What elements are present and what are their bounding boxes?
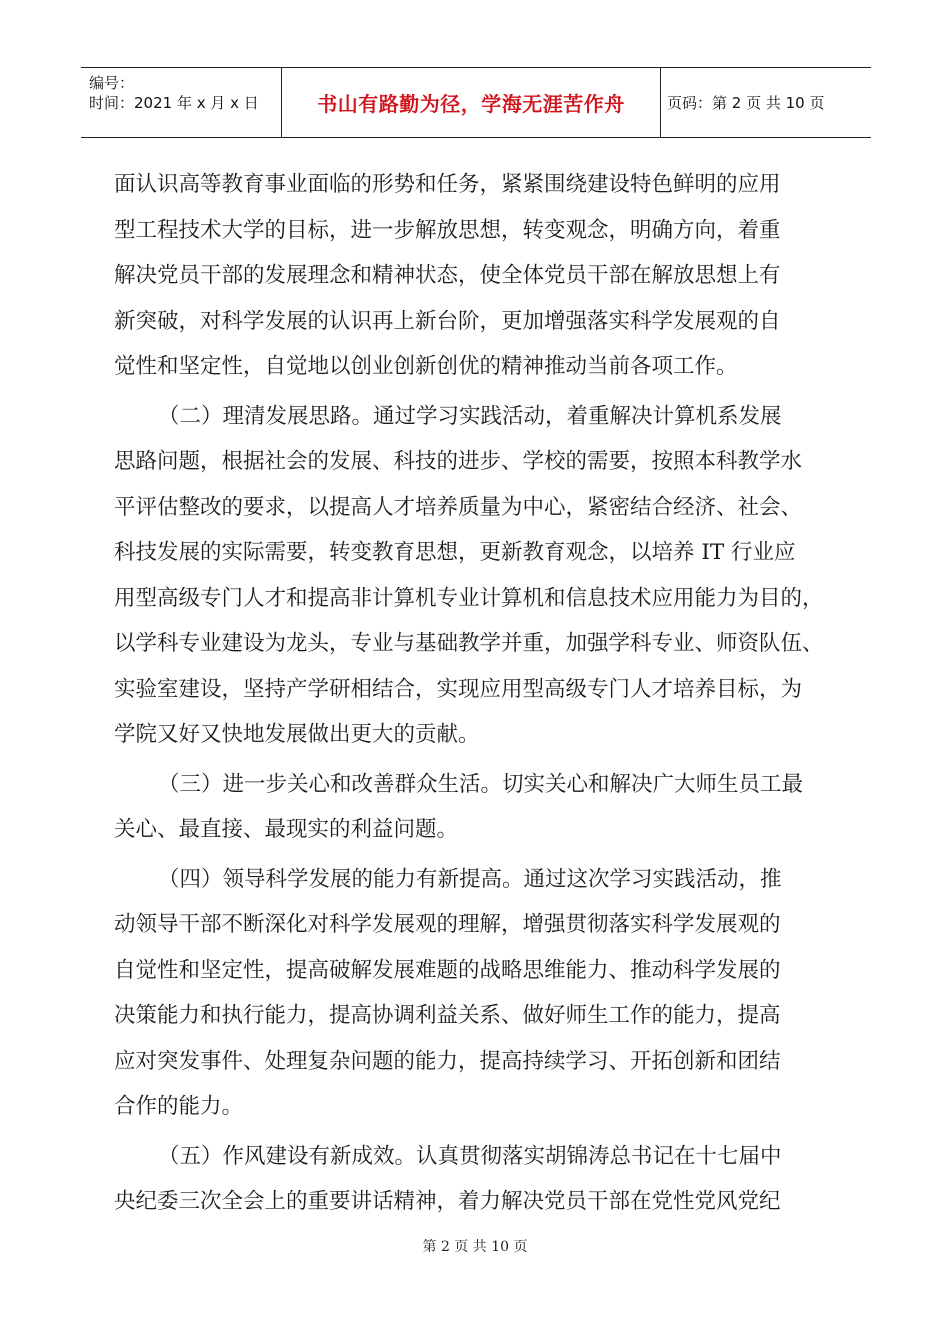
text-line: 学院又好又快地发展做出更大的贡献。 (114, 722, 480, 747)
document-body (114, 162, 854, 1229)
text-line: 关心、最直接、最现实的利益问题。 (114, 817, 459, 842)
header-page-cell (661, 68, 871, 137)
paragraph-5 (114, 1134, 854, 1225)
text-line: 央纪委三次全会上的重要讲话精神，着力解决党员干部在党性党风党纪 (114, 1189, 781, 1214)
paragraph-3 (114, 762, 854, 853)
text-line: 自觉性和坚定性，提高破解发展难题的战略思维能力、推动科学发展的 (114, 957, 781, 983)
text-line: 平评估整改的要求，以提高人才培养质量为中心，紧密结合经济、社会、 (114, 494, 803, 520)
text-line: （二）理清发展思路。通过学习实践活动，着重解决计算机系发展 (158, 403, 782, 429)
text-line: 型工程技术大学的目标，进一步解放思想，转变观念，明确方向，着重 (114, 217, 781, 243)
text-line: （四）领导科学发展的能力有新提高。通过这次学习实践活动，推 (158, 866, 782, 892)
document-number-label: 编号： (89, 74, 135, 92)
text-line: 实验室建设，坚持产学研相结合，实现应用型高级专门人才培养目标，为 (114, 676, 803, 702)
text-line: 应对突发事件、处理复杂问题的能力，提高持续学习、开拓创新和团结 (114, 1048, 781, 1074)
page-footer: 第 2 页 共 10 页 (422, 1239, 528, 1255)
text-line: 新突破，对科学发展的认识再上新台阶，更加增强落实科学发展观的自 (114, 308, 781, 334)
paragraph-2 (114, 394, 854, 758)
text-line: 科技发展的实际需要，转变教育思想，更新教育观念，以培养 IT 行业应 (114, 540, 796, 565)
text-line: 面认识高等教育事业面临的形势和任务，紧紧围绕建设特色鲜明的应用 (114, 172, 781, 197)
paragraph-4 (114, 857, 854, 1130)
header-page-number: 页码：第 2 页 共 10 页 (667, 94, 825, 112)
page-header (81, 67, 871, 138)
motto-text: 书山有路勤为径，学海无涯苦作舟 (317, 92, 625, 116)
text-line: （五）作风建设有新成效。认真贯彻落实胡锦涛总书记在十七届中 (158, 1143, 782, 1169)
text-line: 解决党员干部的发展理念和精神状态，使全体党员干部在解放思想上有 (114, 263, 781, 288)
text-line: 决策能力和执行能力，提高协调利益关系、做好师生工作的能力，提高 (114, 1003, 781, 1028)
text-line: 思路问题，根据社会的发展、科技的进步、学校的需要，按照本科教学水 (114, 449, 803, 474)
text-line: 觉性和坚定性，自觉地以创业创新创优的精神推动当前各项工作。 (114, 354, 738, 379)
header-motto-cell (282, 68, 661, 137)
paragraph-1 (114, 162, 854, 390)
text-line: 用型高级专门人才和提高非计算机专业计算机和信息技术应用能力为目的， (114, 585, 824, 611)
text-line: 合作的能力。 (114, 1094, 244, 1119)
text-line: （三）进一步关心和改善群众生活。切实关心和解决广大师生员工最 (158, 771, 804, 797)
document-time-label: 时间：2021 年 x 月 x 日 (89, 94, 259, 112)
text-line: 以学科专业建设为龙头，专业与基础教学并重，加强学科专业、师资队伍、 (114, 631, 824, 656)
text-line: 动领导干部不断深化对科学发展观的理解，增强贯彻落实科学发展观的 (114, 912, 781, 937)
header-meta-cell (81, 68, 282, 137)
